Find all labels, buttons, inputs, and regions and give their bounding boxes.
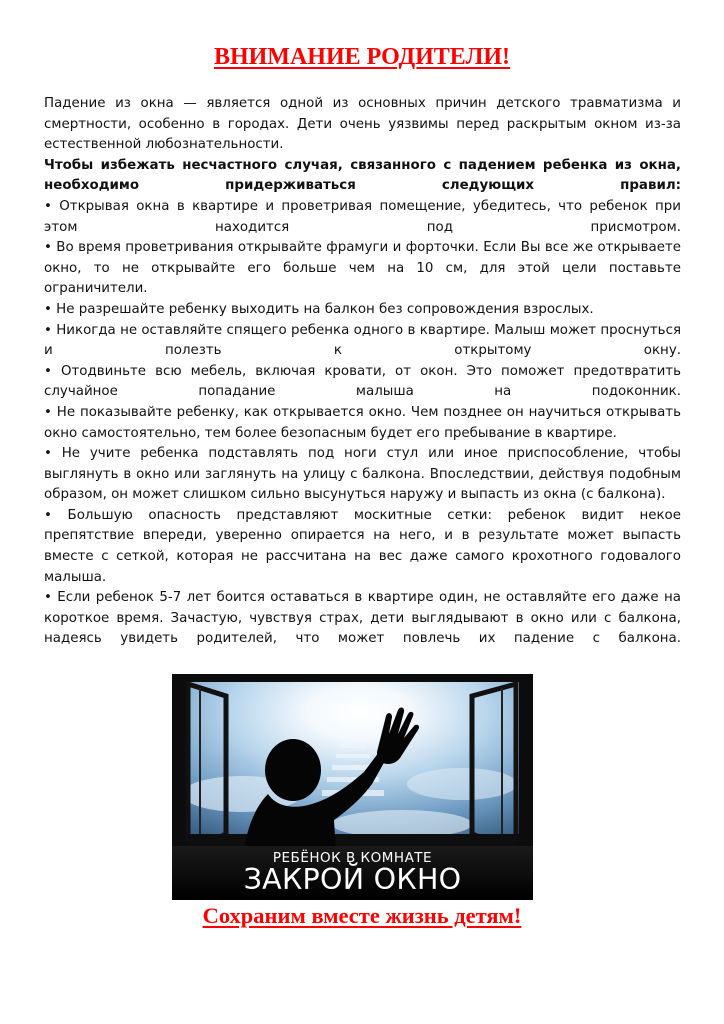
image-caption-main: ЗАКРОЙ ОКНО [243,863,462,896]
intro-paragraph: Падение из окна — является одной из основных причин детского травматизма и смертности, особенно в городах. Дети очень уязвимы перед раскрытым окном из-за естественной любознательности. [44,96,681,153]
rule-item: • Большую опасность представляют москитные сетки: ребенок видит некое препятствие впереди, уверенно опирается на него, и в результате может выпасть вместе с сеткой, которая не рассчитана на вес даже самого крохотного годовалого малыша. [44,507,681,585]
window-safety-image [172,674,533,900]
rule-item: • Не показывайте ребенку, как открывается окно. Чем позднее он научиться открывать окно самостоятельно, тем более безопасным будет его пребывание в квартире. [44,404,681,441]
rule-item: • Никогда не оставляйте спящего ребенка одного в квартире. Малыш может проснуться и полезть к открытому окну. [44,322,681,359]
rules-lead: Чтобы избежать несчастного случая, связанного с падением ребенка из окна, необходимо придерживаться следующих правил: [44,157,681,194]
rule-item: • Не разрешайте ребенку выходить на балкон без сопровождения взрослых. [44,301,594,317]
rule-item: • Открывая окна в квартире и проветривая помещение, убедитесь, что ребенок при этом находится под присмотром. [44,198,681,235]
page-title: ВНИМАНИЕ РОДИТЕЛИ! [213,44,511,70]
image-caption-top: РЕБЁНОК В КОМНАТЕ [272,850,433,866]
body-text [44,94,681,650]
rule-item: • Во время проветривания открывайте фрамуги и форточки. Если Вы все же открываете окно, то не открывайте его больше чем на 10 см, для этой цели поставьте ограничители. [44,240,681,297]
rule-item: • Если ребенок 5-7 лет боится оставаться в квартире один, не оставляйте его даже на короткое время. Зачастую, чувствуя страх, дети выглядывают в окно или с балкона, надеясь увидеть родителей, что может повлечь их падение с балкона. [44,590,681,647]
rule-item: • Не учите ребенка подставлять под ноги стул или иное приспособление, чтобы выглянуть в окно или заглянуть на улицу с балкона. Впоследствии, действуя подобным образом, он может слишком сильно высунуться наружу и выпасть из окна (с балкона). [44,446,681,503]
rule-item: • Отодвиньте всю мебель, включая кровати, от окон. Это поможет предотвратить случайное попадание малыша на подоконник. [44,363,681,400]
footer-slogan: Сохраним вместе жизнь детям! [202,903,522,928]
